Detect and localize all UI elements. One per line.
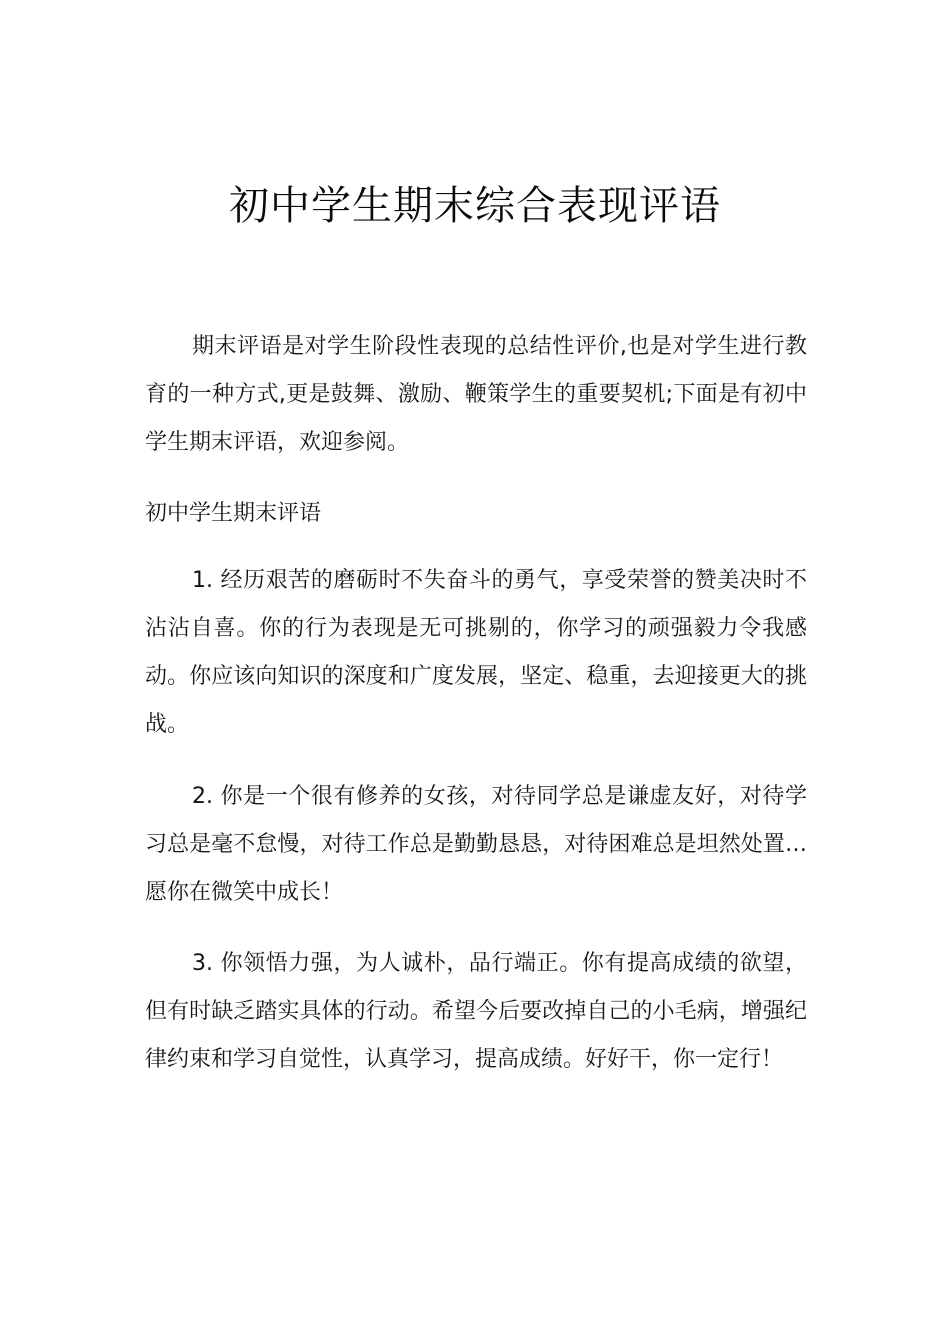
comment-paragraph-1: 1. 经历艰苦的磨砺时不失奋斗的勇气，享受荣誉的赞美决时不沾沾自喜。你的行为表现是无可挑剔的，你学习的顽强毅力令我感动。你应该向知识的深度和广度发展，坚定、稳重，去迎接更大的挑战。 — [145, 568, 807, 737]
section-heading: 初中学生期末评语 — [145, 501, 322, 526]
comment-paragraph-3: 3. 你领悟力强，为人诚朴，品行端正。你有提高成绩的欲望，但有时缺乏踏实具体的行动。希望今后要改掉自己的小毛病，增强纪律约束和学习自觉性，认真学习，提高成绩。好好干，你一定行！ — [145, 951, 807, 1072]
comment-paragraph-2: 2. 你是一个很有修养的女孩，对待同学总是谦虚友好，对待学习总是毫不怠慢，对待工作总是勤勤恳恳，对待困难总是坦然处置…愿你在微笑中成长！ — [145, 784, 807, 905]
intro-paragraph: 期末评语是对学生阶段性表现的总结性评价,也是对学生进行教育的一种方式,更是鼓舞、激励、鞭策学生的重要契机;下面是有初中学生期末评语，欢迎参阅。 — [145, 334, 807, 455]
page-title: 初中学生期末综合表现评语 — [229, 183, 721, 229]
